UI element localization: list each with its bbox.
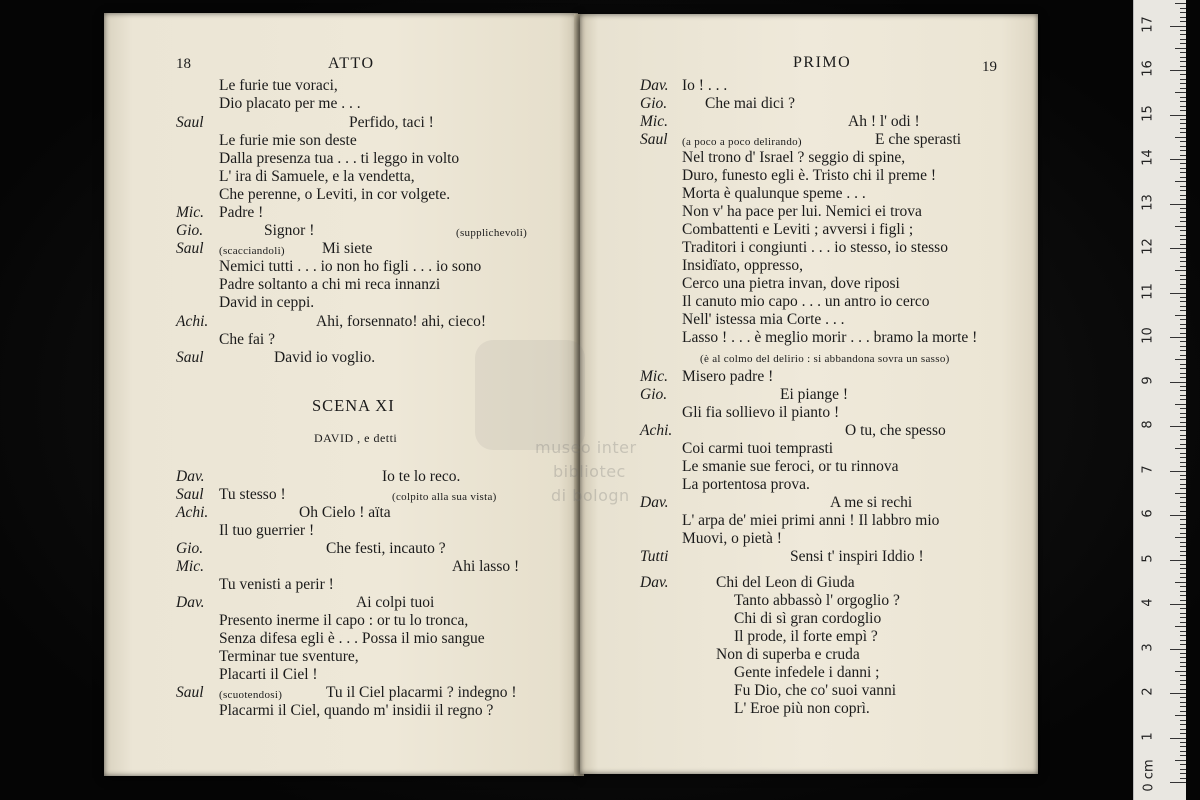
ruler-tick (1180, 123, 1186, 124)
ruler-tick (1180, 230, 1186, 231)
verse-line: Ai colpi tuoi (356, 594, 435, 611)
ruler-tick (1175, 48, 1186, 49)
ruler-tick (1180, 17, 1186, 18)
verse-line: Tanto abbassò l' orgoglio ? (734, 592, 900, 609)
ruler-tick (1180, 680, 1186, 681)
ruler-tick (1180, 408, 1186, 409)
verse-line: Coi carmi tuoi temprasti (682, 440, 834, 457)
ruler-tick (1180, 168, 1186, 169)
verse-line: Duro, funesto egli è. Tristo chi il preme ! (682, 167, 936, 184)
verse-line: Traditori i congiunti . . . io stesso, io stesso (682, 239, 948, 256)
ruler-tick (1180, 39, 1186, 40)
verse-line: Ahi lasso ! (452, 558, 520, 575)
ruler-tick (1180, 341, 1186, 342)
verse-line: L' arpa de' miei primi anni ! Il labbro mio (682, 512, 940, 529)
ruler-tick (1180, 773, 1186, 774)
verse-line: Ah ! l' odi ! (848, 113, 920, 130)
ruler-tick (1180, 506, 1186, 507)
ruler-tick (1180, 8, 1186, 9)
ruler-tick (1180, 720, 1186, 721)
ruler-tick (1180, 244, 1186, 245)
ruler-tick (1180, 288, 1186, 289)
verse-line: Non di superba e cruda (716, 646, 860, 663)
ruler-tick (1175, 359, 1186, 360)
verse-line: Che mai dici ? (705, 95, 795, 112)
speaker-name: Gio. (176, 540, 204, 557)
ruler-tick (1180, 261, 1186, 262)
ruler-tick (1180, 502, 1186, 503)
ruler-tick (1180, 324, 1186, 325)
ruler-tick (1180, 742, 1186, 743)
verse-line: Gli fia sollievo il pianto ! (682, 404, 840, 421)
speaker-name: Dav. (640, 494, 669, 511)
ruler-tick (1180, 364, 1186, 365)
ruler-tick (1180, 444, 1186, 445)
ruler-tick (1180, 399, 1186, 400)
ruler-tick (1180, 435, 1186, 436)
speaker-name: Dav. (640, 77, 669, 94)
ruler-tick (1175, 404, 1186, 405)
ruler-number: 2 (1140, 687, 1156, 696)
verse-line: Oh Cielo ! aïta (299, 504, 391, 521)
ruler-number: 4 (1140, 598, 1156, 607)
ruler-tick (1180, 150, 1186, 151)
ruler-number: 11 (1140, 282, 1156, 300)
ruler-tick (1180, 119, 1186, 120)
ruler-number: 16 (1140, 60, 1156, 77)
speaker-name: Saul (640, 131, 668, 148)
ruler-tick (1180, 88, 1186, 89)
ruler-tick (1180, 128, 1186, 129)
ruler-tick (1180, 373, 1186, 374)
ruler-tick (1180, 430, 1186, 431)
ruler-tick (1180, 239, 1186, 240)
ruler-tick (1180, 195, 1186, 196)
ruler-tick (1180, 755, 1186, 756)
ruler-tick (1180, 662, 1186, 663)
verse-line: Che fai ? (219, 331, 275, 348)
verse-line: Il tuo guerrier ! (219, 522, 315, 539)
verse-line: Tu stesso ! (219, 486, 286, 503)
ruler-tick (1175, 671, 1186, 672)
ruler-tick (1180, 43, 1186, 44)
speaker-name: Dav. (176, 468, 205, 485)
ruler-tick (1180, 306, 1186, 307)
ruler-tick (1180, 551, 1186, 552)
ruler-tick (1180, 34, 1186, 35)
watermark-text: museo inter (535, 438, 637, 457)
ruler-tick (1180, 297, 1186, 298)
watermark-text: di bologn (551, 486, 630, 505)
ruler-tick (1170, 782, 1186, 783)
verse-line: Chi di sì gran cordoglio (734, 610, 882, 627)
verse-line: Lasso ! . . . è meglio morir . . . bramo la morte ! (682, 329, 978, 346)
stage-direction: (è al colmo del delirio : si abbandona sovra un sasso) (700, 353, 950, 365)
ruler-tick (1180, 546, 1186, 547)
ruler-tick (1180, 177, 1186, 178)
ruler-tick (1170, 337, 1186, 338)
verse-line: Padre soltanto a chi mi reca innanzi (219, 276, 441, 293)
ruler-tick (1180, 61, 1186, 62)
ruler-tick (1180, 74, 1186, 75)
ruler-tick (1180, 413, 1186, 414)
ruler-tick (1180, 689, 1186, 690)
ruler-tick (1180, 328, 1186, 329)
ruler-tick (1180, 21, 1186, 22)
ruler-tick (1180, 310, 1186, 311)
ruler-tick (1170, 649, 1186, 650)
ruler-tick (1180, 595, 1186, 596)
ruler-tick (1170, 693, 1186, 694)
ruler-tick (1170, 471, 1186, 472)
page-number-left: 18 (176, 56, 191, 72)
ruler-tick (1180, 377, 1186, 378)
ruler-number: 15 (1140, 104, 1156, 122)
ruler-tick (1180, 453, 1186, 454)
running-header-left: ATTO (328, 55, 375, 72)
ruler-tick (1170, 604, 1186, 605)
ruler-tick (1180, 457, 1186, 458)
ruler-number: 3 (1140, 642, 1156, 652)
speaker-name: Achi. (176, 504, 209, 521)
verse-line: Io ! . . . (682, 77, 728, 94)
ruler-tick (1170, 26, 1186, 27)
verse-line: Fu Dio, che co' suoi vanni (734, 682, 897, 699)
ruler-tick (1180, 577, 1186, 578)
ruler-tick (1170, 426, 1186, 427)
running-header-right: PRIMO (793, 54, 852, 71)
ruler-tick (1180, 186, 1186, 187)
verse-line: Placarmi il Ciel, quando m' insidii il regno ? (219, 702, 494, 719)
verse-line: Muovi, o pietà ! (682, 530, 782, 547)
ruler-number: 17 (1140, 15, 1156, 33)
right-page (580, 14, 1038, 774)
ruler-tick (1180, 497, 1186, 498)
ruler-number: 6 (1140, 509, 1156, 518)
ruler-tick (1180, 488, 1186, 489)
ruler-tick (1180, 640, 1186, 641)
ruler-number: 13 (1140, 193, 1156, 211)
ruler-tick (1180, 422, 1186, 423)
ruler-tick (1180, 653, 1186, 654)
ruler-tick (1180, 301, 1186, 302)
speaker-name: Saul (176, 114, 204, 131)
ruler-tick (1180, 417, 1186, 418)
ruler-tick (1180, 212, 1186, 213)
ruler-tick (1180, 146, 1186, 147)
ruler-tick (1170, 204, 1186, 205)
ruler-tick (1180, 479, 1186, 480)
verse-line: Ahi, forsennato! ahi, cieco! (316, 313, 487, 330)
ruler-tick (1180, 79, 1186, 80)
ruler-tick (1175, 92, 1186, 93)
ruler-tick (1180, 101, 1186, 102)
measuring-ruler (1133, 0, 1186, 800)
ruler-tick (1180, 751, 1186, 752)
ruler-tick (1175, 448, 1186, 449)
ruler-tick (1180, 644, 1186, 645)
ruler-number: 14 (1140, 149, 1156, 166)
ruler-number: 1 (1140, 731, 1156, 741)
verse-line: Le smanie sue feroci, or tu rinnova (682, 458, 899, 475)
speaker-name: Mic. (176, 558, 204, 575)
verse-line: Signor ! (264, 222, 315, 239)
verse-line: Placarti il Ciel ! (219, 666, 318, 683)
ruler-tick (1170, 382, 1186, 383)
ruler-tick (1180, 769, 1186, 770)
scene-persons: DAVID , e detti (314, 431, 398, 445)
ruler-tick (1180, 83, 1186, 84)
verse-line: Combattenti e Leviti ; avversi i figli ; (682, 221, 914, 238)
ruler-unit-label: 0 cm (1141, 759, 1157, 792)
ruler-tick (1175, 626, 1186, 627)
verse-line: Padre ! (219, 204, 264, 221)
ruler-tick (1175, 137, 1186, 138)
ruler-tick (1180, 110, 1186, 111)
speaker-name: Achi. (176, 313, 209, 330)
verse-line: Le furie mie son deste (219, 132, 357, 149)
ruler-tick (1180, 484, 1186, 485)
ruler-tick (1170, 159, 1186, 160)
ruler-tick (1180, 600, 1186, 601)
ruler-tick (1180, 675, 1186, 676)
ruler-tick (1180, 235, 1186, 236)
verse-line: Il prode, il forte empì ? (734, 628, 878, 645)
verse-line: Nell' istessa mia Corte . . . (682, 311, 845, 328)
verse-line: Io te lo reco. (382, 468, 461, 485)
verse-line: Gente infedele i danni ; (734, 664, 880, 681)
ruler-tick (1180, 613, 1186, 614)
ruler-tick (1180, 155, 1186, 156)
verse-line: Insidïato, oppresso, (682, 257, 803, 274)
verse-line: Tu il Ciel placarmi ? indegno ! (326, 684, 517, 701)
verse-line: Mi siete (322, 240, 373, 257)
ruler-tick (1175, 493, 1186, 494)
ruler-tick (1180, 199, 1186, 200)
verse-line: Senza difesa egli è . . . Possa il mio sangue (219, 630, 485, 647)
ruler-tick (1170, 293, 1186, 294)
verse-line: La portentosa prova. (682, 476, 810, 493)
speaker-name: Mic. (640, 368, 668, 385)
ruler-tick (1170, 515, 1186, 516)
ruler-tick (1180, 555, 1186, 556)
stage-direction: (scacciandoli) (219, 245, 285, 257)
ruler-tick (1180, 106, 1186, 107)
verse-line: O tu, che spesso (845, 422, 946, 439)
speaker-name: Gio. (640, 95, 668, 112)
ruler-tick (1180, 711, 1186, 712)
ruler-tick (1180, 511, 1186, 512)
ruler-tick (1180, 221, 1186, 222)
verse-line: David in ceppi. (219, 294, 315, 311)
speaker-name: Saul (176, 240, 204, 257)
verse-line: Cerco una pietra invan, dove riposi (682, 275, 900, 292)
ruler-tick (1180, 466, 1186, 467)
ruler-tick (1175, 715, 1186, 716)
ruler-tick (1180, 519, 1186, 520)
ruler-tick (1180, 57, 1186, 58)
ruler-tick (1180, 573, 1186, 574)
verse-line: Chi del Leon di Giuda (716, 574, 855, 591)
stage-direction: (scuotendosi) (219, 689, 283, 701)
ruler-tick (1180, 729, 1186, 730)
ruler-tick (1175, 760, 1186, 761)
ruler-tick (1180, 631, 1186, 632)
ruler-tick (1175, 315, 1186, 316)
verse-line: Dio placato per me . . . (219, 95, 361, 112)
ruler-tick (1170, 115, 1186, 116)
speaker-name: Saul (176, 486, 204, 503)
verse-line: Misero padre ! (682, 368, 774, 385)
ruler-tick (1180, 568, 1186, 569)
ruler-number: 7 (1140, 464, 1156, 474)
ruler-number: 5 (1140, 553, 1156, 563)
ruler-tick (1180, 275, 1186, 276)
verse-line: Sensi t' inspiri Iddio ! (790, 548, 924, 565)
ruler-tick (1180, 564, 1186, 565)
speaker-name: Gio. (640, 386, 668, 403)
ruler-tick (1180, 172, 1186, 173)
verse-line: Dalla presenza tua . . . ti leggo in volto (219, 150, 460, 167)
ruler-number: 9 (1140, 375, 1156, 385)
left-page (104, 13, 578, 776)
ruler-tick (1180, 395, 1186, 396)
ruler-tick (1180, 778, 1186, 779)
ruler-tick (1180, 724, 1186, 725)
ruler-tick (1180, 528, 1186, 529)
ruler-tick (1180, 141, 1186, 142)
ruler-tick (1180, 52, 1186, 53)
ruler-tick (1175, 181, 1186, 182)
speaker-name: Mic. (640, 113, 668, 130)
ruler-tick (1175, 582, 1186, 583)
verse-line: David io voglio. (274, 349, 376, 366)
verse-line: Presento inerme il capo : or tu lo tronca, (219, 612, 469, 629)
verse-line: E che sperasti (875, 131, 962, 148)
ruler-tick (1180, 66, 1186, 67)
ruler-tick (1180, 524, 1186, 525)
ruler-tick (1180, 12, 1186, 13)
ruler-tick (1180, 533, 1186, 534)
verse-line: Tu venisti a perir ! (219, 576, 334, 593)
verse-line: Che perenne, o Leviti, in cor volgete. (219, 186, 451, 203)
ruler-tick (1180, 733, 1186, 734)
speaker-name: Saul (176, 684, 204, 701)
ruler-tick (1180, 355, 1186, 356)
ruler-tick (1180, 542, 1186, 543)
ruler-tick (1180, 266, 1186, 267)
ruler-number: 10 (1140, 327, 1156, 344)
speaker-name: Achi. (640, 422, 673, 439)
ruler-tick (1175, 537, 1186, 538)
ruler-tick (1180, 635, 1186, 636)
ruler-tick (1180, 284, 1186, 285)
verse-line: A me si rechi (830, 494, 913, 511)
ruler-tick (1180, 697, 1186, 698)
ruler-tick (1180, 622, 1186, 623)
verse-line: Non v' ha pace per lui. Nemici ei trova (682, 203, 922, 220)
verse-line: Che festi, incauto ? (326, 540, 446, 557)
verse-line: Il canuto mio capo . . . un antro io cerco (682, 293, 930, 310)
ruler-tick (1180, 346, 1186, 347)
verse-line: Morta è qualunque speme . . . (682, 185, 866, 202)
scene-title: SCENA XI (312, 396, 395, 415)
ruler-tick (1180, 132, 1186, 133)
verse-line: Perfido, taci ! (349, 114, 434, 131)
verse-line: Terminar tue sventure, (219, 648, 359, 665)
ruler-tick (1180, 666, 1186, 667)
ruler-tick (1170, 248, 1186, 249)
verse-line: Nemici tutti . . . io non ho figli . . . io sono (219, 258, 482, 275)
ruler-tick (1180, 208, 1186, 209)
ruler-tick (1180, 462, 1186, 463)
ruler-number: 12 (1140, 238, 1156, 255)
stage-direction: (colpito alla sua vista) (392, 491, 497, 503)
ruler-tick (1180, 608, 1186, 609)
ruler-tick (1180, 30, 1186, 31)
ruler-tick (1180, 190, 1186, 191)
ruler-tick (1180, 279, 1186, 280)
ruler-tick (1170, 560, 1186, 561)
verse-line: Nel trono d' Israel ? seggio di spine, (682, 149, 906, 166)
stage-direction: (supplichevoli) (456, 227, 528, 239)
verse-line: L' Eroe più non coprì. (734, 700, 870, 717)
ruler-tick (1180, 684, 1186, 685)
ruler-tick (1180, 252, 1186, 253)
ruler-tick (1180, 368, 1186, 369)
verse-line: Ei piange ! (780, 386, 849, 403)
speaker-name: Dav. (640, 574, 669, 591)
ruler-tick (1175, 270, 1186, 271)
ruler-tick (1180, 764, 1186, 765)
ruler-tick (1180, 350, 1186, 351)
ruler-tick (1180, 746, 1186, 747)
ruler-tick (1180, 591, 1186, 592)
speaker-name: Mic. (176, 204, 204, 221)
ruler-tick (1180, 257, 1186, 258)
ruler-tick (1180, 617, 1186, 618)
page-number-right: 19 (982, 59, 997, 75)
ruler-tick (1180, 319, 1186, 320)
ruler-tick (1180, 217, 1186, 218)
ruler-tick (1180, 657, 1186, 658)
ruler-tick (1180, 333, 1186, 334)
ruler-tick (1180, 163, 1186, 164)
speaker-name: Gio. (176, 222, 204, 239)
ruler-tick (1180, 390, 1186, 391)
ruler-tick (1180, 386, 1186, 387)
speaker-name: Tutti (640, 548, 669, 565)
speaker-name: Dav. (176, 594, 205, 611)
ruler-tick (1180, 439, 1186, 440)
ruler-tick (1180, 702, 1186, 703)
stage-direction: (a poco a poco delirando) (682, 136, 802, 148)
verse-line: L' ira di Samuele, e la vendetta, (219, 168, 415, 185)
ruler-tick (1170, 738, 1186, 739)
ruler-tick (1180, 586, 1186, 587)
ruler-tick (1175, 226, 1186, 227)
ruler-tick (1170, 70, 1186, 71)
ruler-tick (1180, 97, 1186, 98)
verse-line: Le furie tue voraci, (219, 77, 338, 94)
ruler-tick (1180, 706, 1186, 707)
ruler-tick (1180, 475, 1186, 476)
ruler-number: 8 (1140, 420, 1156, 429)
speaker-name: Saul (176, 349, 204, 366)
ruler-tick (1175, 3, 1186, 4)
watermark-text: bibliotec (553, 462, 626, 481)
